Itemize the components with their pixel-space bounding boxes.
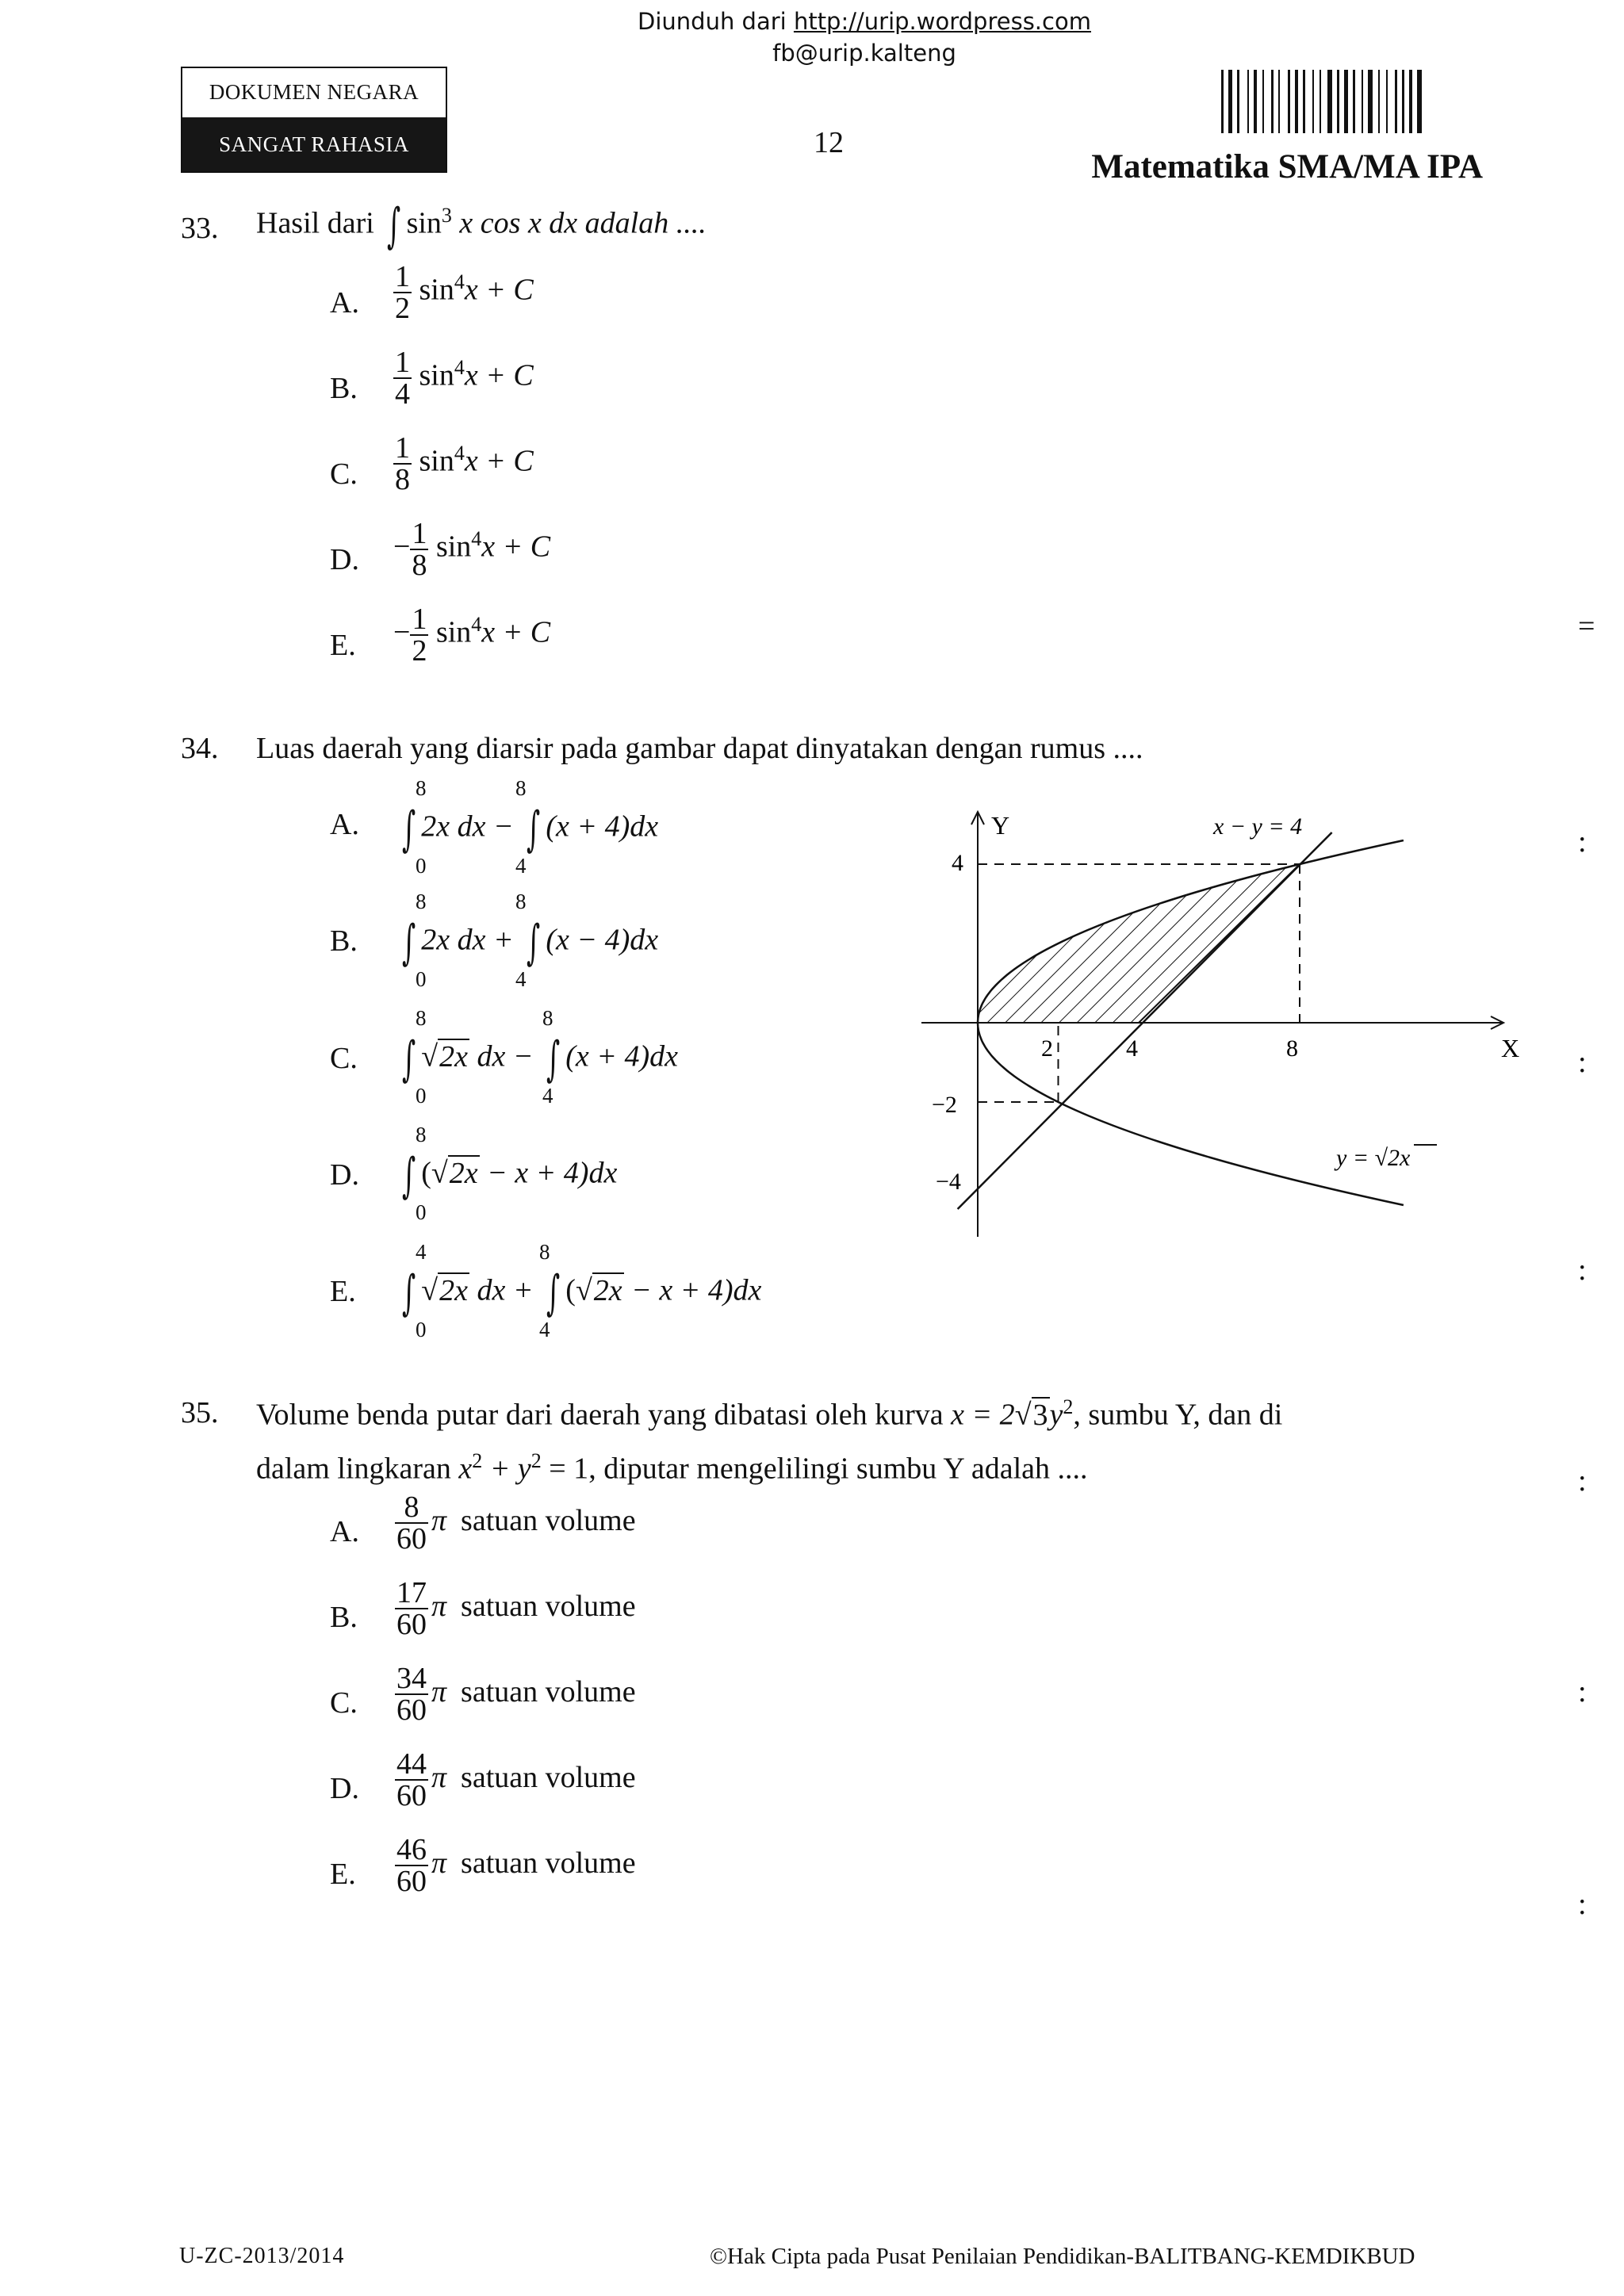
q35-text: , diputar mengelilingi sumbu Y adalah .... (588, 1452, 1088, 1486)
fraction (410, 604, 428, 666)
upper-limit: 8 (515, 890, 527, 913)
barcode-bar (1368, 70, 1373, 133)
sign: − (393, 530, 411, 564)
q34-option-b-label: B. (330, 924, 358, 958)
q33-option-label: E. (330, 629, 356, 662)
x-tick-2: 2 (1041, 1035, 1053, 1062)
barcode-bar (1327, 70, 1332, 133)
numerator: 1 (395, 431, 410, 465)
lower-limit: 0 (416, 1084, 427, 1108)
q33-option-expression (393, 347, 534, 409)
pi-symbol: π (431, 1760, 447, 1794)
radicand: 2x (593, 1273, 622, 1307)
unit: satuan volume (461, 1760, 636, 1794)
q35-circle: + y (482, 1452, 531, 1486)
power: 4 (454, 270, 465, 294)
denominator: 60 (396, 1608, 427, 1641)
barcode-bar (1271, 70, 1274, 133)
question-34-text: Luas daerah yang diarsir pada gambar dapat dinyatakan dengan rumus .... (256, 732, 1143, 765)
tail: x + C (464, 358, 534, 392)
denominator: 8 (412, 549, 427, 582)
barcode-bar (1402, 70, 1404, 133)
upper-limit: 8 (542, 1006, 553, 1030)
source-contact: fb@urip.kalteng (772, 40, 956, 67)
line-label: x − y = 4 (1213, 813, 1303, 840)
upper-limit: 8 (515, 776, 527, 800)
margin-mark: : (1578, 1253, 1587, 1287)
barcode-bar (1409, 70, 1412, 133)
q35-option-label: A. (330, 1515, 359, 1548)
q34-option-c-label: C. (330, 1042, 358, 1075)
radicand: 2x (439, 1039, 468, 1073)
pi-symbol: π (431, 1846, 447, 1880)
denominator: 60 (396, 1779, 427, 1812)
tail: x + C (481, 530, 551, 564)
numerator: 1 (395, 260, 410, 293)
q35-curve: x = 2 (951, 1398, 1015, 1432)
margin-mark: : (1578, 1464, 1587, 1498)
numerator: 34 (396, 1662, 427, 1695)
barcode-bar (1386, 70, 1388, 133)
q35-option-expression (395, 1749, 636, 1811)
lower-limit: 0 (416, 1200, 427, 1224)
q35-option-label: E. (330, 1858, 356, 1891)
barcode-bar (1237, 70, 1239, 133)
footer-exam-code: U-ZC-2013/2014 (179, 2244, 345, 2268)
q35-option-label: C. (330, 1686, 358, 1720)
curve-label-radicand: 2x (1388, 1145, 1411, 1171)
denominator: 60 (396, 1693, 427, 1727)
x-tick-4: 4 (1126, 1035, 1138, 1062)
q35-text: Volume benda putar dari daerah yang dibatasi oleh kurva (256, 1398, 952, 1432)
unit: satuan volume (461, 1503, 636, 1537)
barcode-bar (1254, 70, 1257, 133)
fraction (410, 519, 428, 580)
q33-option-label: D. (330, 543, 359, 576)
upper-limit: 4 (416, 1240, 427, 1264)
integral-sign-icon: ∫ (402, 1148, 416, 1203)
power: 4 (471, 613, 482, 637)
integrand: 2x dx + (421, 923, 514, 957)
sqrt-icon: √ (1374, 1145, 1388, 1171)
numerator: 1 (412, 603, 427, 636)
document-classification-box (181, 67, 447, 173)
fraction (395, 1835, 428, 1896)
q33-option-expression (393, 604, 550, 666)
integrand: dx + (469, 1273, 534, 1307)
barcode-bar (1247, 70, 1249, 133)
margin-mark: : (1578, 1675, 1587, 1709)
q35-option-expression (395, 1835, 636, 1896)
q35-curve-radicand: 3 (1032, 1398, 1048, 1432)
barcode-bar (1312, 70, 1314, 133)
page-number: 12 (814, 126, 844, 159)
sign: − (393, 615, 411, 649)
y-tick-4: 4 (952, 850, 963, 876)
margin-mark: : (1578, 1888, 1587, 1921)
x-axis-label: X (1501, 1034, 1520, 1062)
barcode-bar (1221, 70, 1224, 133)
curve-label (1334, 1145, 1411, 1171)
q34-option-e-label: E. (330, 1275, 356, 1308)
integral-sign-icon: ∫ (402, 915, 416, 970)
q35-circle: x (458, 1452, 473, 1486)
q33-power: 3 (441, 204, 452, 228)
paren: ( (421, 1156, 431, 1190)
numerator: 46 (396, 1833, 427, 1866)
tail: x + C (481, 615, 551, 649)
pi-symbol: π (431, 1674, 447, 1709)
denominator: 2 (395, 292, 410, 325)
upper-limit: 8 (416, 890, 427, 913)
q33-option-label: A. (330, 286, 359, 320)
q35-circle-power: 2 (530, 1449, 542, 1472)
barcode-bar (1278, 70, 1280, 133)
barcode-icon (1221, 70, 1483, 133)
integral-sign-icon: ∫ (402, 802, 416, 857)
integrand: 2x dx − (421, 809, 514, 844)
barcode-bar (1353, 70, 1355, 133)
integrand: (x + 4)dx (546, 809, 659, 844)
q35-curve-power: 2 (1063, 1395, 1074, 1418)
y-axis-label: Y (991, 811, 1010, 840)
lower-limit: 4 (515, 967, 527, 991)
unit: satuan volume (461, 1589, 636, 1623)
sqrt-icon: √ (421, 1273, 439, 1307)
fraction (395, 1749, 428, 1811)
integral-sign-icon: ∫ (402, 1031, 416, 1087)
q34-option-b (396, 890, 714, 991)
q35-text: dalam lingkaran (256, 1452, 459, 1486)
q35-option-label: D. (330, 1772, 359, 1805)
function: sin (419, 358, 454, 392)
unit: satuan volume (461, 1674, 636, 1709)
q35-option-expression (395, 1578, 636, 1640)
lower-limit: 0 (416, 967, 427, 991)
power: 4 (454, 442, 465, 465)
integral-sign-icon: ∫ (402, 1265, 416, 1321)
upper-limit: 8 (416, 1123, 427, 1146)
integrand: − x + 4)dx (479, 1156, 618, 1190)
barcode-bar (1362, 70, 1363, 133)
upper-limit: 8 (416, 1006, 427, 1030)
margin-mark: = (1578, 610, 1595, 643)
fraction (395, 1663, 428, 1725)
q34-option-e (396, 1240, 777, 1341)
denominator: 8 (395, 463, 410, 496)
tail: x + C (464, 444, 534, 478)
integral-sign-icon: ∫ (527, 802, 541, 857)
power: 4 (471, 527, 482, 551)
q35-option-label: B. (330, 1601, 358, 1634)
q35-option-expression (395, 1663, 636, 1725)
lower-limit: 4 (542, 1084, 553, 1108)
y-tick-neg2: −2 (932, 1092, 957, 1118)
footer-copyright: ©Hak Cipta pada Pusat Penilaian Pendidikan-BALITBANG-KEMDIKBUD (710, 2244, 1415, 2269)
source-line (626, 8, 1102, 35)
subject-title: Matematika SMA/MA IPA (1091, 148, 1483, 186)
integral-sign-icon: ∫ (546, 1265, 561, 1321)
integral-sign-icon: ∫ (387, 198, 401, 254)
barcode-bar (1303, 70, 1305, 133)
q35-circle-power: 2 (472, 1449, 483, 1472)
pi-symbol: π (431, 1589, 447, 1623)
q34-option-c (396, 1006, 714, 1108)
fraction (395, 1578, 428, 1640)
numerator: 1 (395, 346, 410, 379)
fraction (393, 347, 412, 409)
margin-mark: : (1578, 1046, 1587, 1079)
numerator: 17 (396, 1576, 427, 1609)
function: sin (435, 530, 472, 564)
power: 4 (454, 356, 465, 380)
sqrt-icon: √ (421, 1039, 439, 1073)
question-33-text (256, 198, 707, 254)
denominator: 60 (396, 1865, 427, 1898)
sqrt-icon: √ (575, 1273, 592, 1307)
upper-limit: 8 (416, 776, 427, 800)
q34-option-a (396, 776, 714, 878)
tail: x + C (464, 273, 534, 307)
q35-text: , sumbu Y, dan di (1073, 1398, 1283, 1432)
q33-option-expression (393, 262, 534, 323)
radicand: 2x (439, 1273, 468, 1307)
curve-label-prefix: y = (1336, 1145, 1375, 1171)
source-link[interactable]: http://urip.wordpress.com (793, 8, 1091, 35)
q35-circle: = 1 (541, 1452, 589, 1486)
question-35-number: 35. (181, 1396, 219, 1429)
q34-option-a-label: A. (330, 808, 359, 841)
q34-area-graph (912, 801, 1530, 1245)
shaded-region (978, 864, 1300, 1023)
integral-sign-icon: ∫ (546, 1031, 561, 1087)
barcode-bar (1295, 70, 1298, 133)
lower-limit: 4 (539, 1318, 550, 1341)
radicand: 2x (449, 1156, 478, 1190)
question-33-lead: Hasil dari (256, 206, 374, 240)
numerator: 1 (412, 517, 427, 550)
function: sin (435, 615, 472, 649)
barcode-bar (1417, 70, 1422, 133)
x-tick-8: 8 (1286, 1035, 1298, 1062)
paren: ( (565, 1273, 576, 1307)
q33-option-expression (393, 433, 534, 495)
integrand: dx − (469, 1039, 534, 1073)
barcode-bar (1337, 70, 1339, 133)
sqrt-icon: √ (431, 1156, 448, 1190)
pi-symbol: π (431, 1503, 447, 1537)
lower-limit: 4 (515, 854, 527, 878)
y-tick-neg4: −4 (936, 1169, 961, 1195)
integrand: (x + 4)dx (565, 1039, 678, 1073)
integrand: (x − 4)dx (546, 923, 659, 957)
denominator: 2 (412, 634, 427, 668)
barcode-bar (1378, 70, 1380, 133)
function: sin (419, 273, 454, 307)
fraction (393, 433, 412, 495)
barcode-bar (1228, 70, 1232, 133)
denominator: 4 (395, 377, 410, 411)
question-35-line1 (256, 1395, 1282, 1433)
q33-integrand: sin (406, 206, 442, 240)
lower-limit: 0 (416, 854, 427, 878)
q35-option-expression (395, 1492, 636, 1554)
document-classification-bottom: SANGAT RAHASIA (182, 117, 446, 171)
upper-limit: 8 (539, 1240, 550, 1264)
q33-option-expression (393, 519, 550, 580)
q33-integrand-rest: x cos x dx adalah .... (451, 206, 707, 240)
integrand: − x + 4)dx (623, 1273, 762, 1307)
question-35-line2 (256, 1449, 1088, 1487)
lower-limit: 0 (416, 1318, 427, 1341)
numerator: 8 (404, 1490, 419, 1524)
q33-option-label: C. (330, 457, 358, 491)
numerator: 44 (396, 1747, 427, 1781)
q34-option-d (396, 1123, 714, 1224)
barcode-bar (1395, 70, 1397, 133)
fraction (393, 262, 412, 323)
question-34-number: 34. (181, 732, 219, 765)
barcode-bar (1320, 70, 1321, 133)
integral-sign-icon: ∫ (527, 915, 541, 970)
barcode-bar (1262, 70, 1264, 133)
q35-curve-var: y (1049, 1398, 1063, 1432)
barcode-bar (1288, 70, 1290, 133)
sqrt-icon: √ (1014, 1398, 1032, 1432)
question-33-number: 33. (181, 212, 219, 245)
denominator: 60 (396, 1522, 427, 1556)
unit: satuan volume (461, 1846, 636, 1880)
barcode-bar (1344, 70, 1348, 133)
source-prefix: Diunduh dari (638, 8, 794, 35)
margin-mark: : (1578, 825, 1587, 859)
q34-option-d-label: D. (330, 1158, 359, 1192)
function: sin (419, 444, 454, 478)
fraction (395, 1492, 428, 1554)
q33-option-label: B. (330, 372, 358, 405)
document-classification-top: DOKUMEN NEGARA (209, 80, 419, 104)
